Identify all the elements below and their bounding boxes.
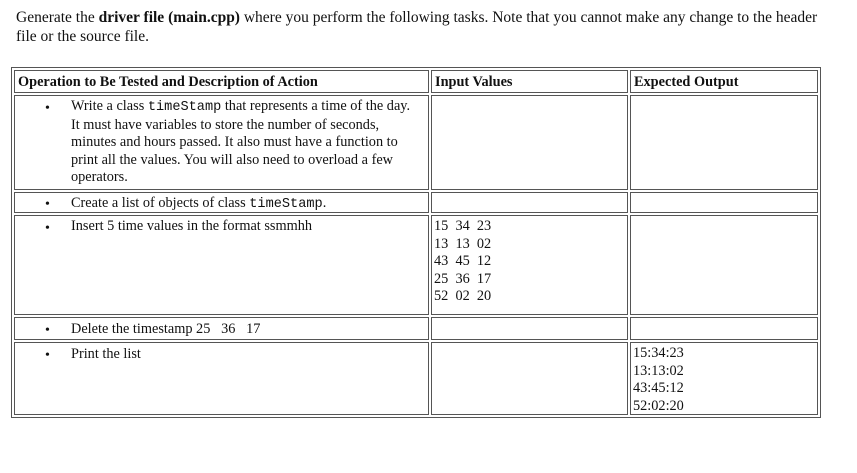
output-value-line: 15:34:23: [633, 345, 684, 361]
row-1-output: [630, 95, 818, 190]
row-2-output: [630, 192, 818, 213]
bullet: •: [45, 101, 50, 116]
bullet: •: [45, 348, 50, 363]
output-value-line: 43:45:12: [633, 380, 684, 396]
row-5-expected-output: [630, 342, 818, 415]
intro-text-end: where you perform the following tasks. Note that you cannot make any change to the header file or the source file.: [16, 9, 818, 45]
row-2-operation: [14, 192, 429, 213]
row-1-input: [431, 95, 628, 190]
bullet: •: [45, 323, 50, 338]
input-value-line: 43 45 12: [434, 253, 492, 269]
row-5-description: Print the list: [71, 346, 141, 362]
row-3-operation: [14, 215, 429, 315]
row-1-text-end: that represents a time of the day. It must have variables to store the number of seconds, minutes and hours passed. It also must have a function to print all the values. You will also need to overload a few operators.: [71, 98, 411, 185]
intro-paragraph: [16, 8, 841, 46]
output-value-line: 13:13:02: [633, 362, 684, 379]
row-3-output: [630, 215, 818, 315]
row-4-description: Delete the timestamp 25 36 17: [71, 321, 261, 337]
row-2-text-end: .: [322, 195, 327, 211]
intro-text-start: Generate the: [16, 9, 99, 26]
row-2-input: [431, 192, 628, 213]
row-5-input: [431, 342, 628, 415]
input-value-line: 13 13 02: [434, 235, 492, 252]
row-1-operation: [14, 95, 429, 190]
input-value-line: 25 36 17: [434, 270, 492, 287]
row-4-operation: [14, 317, 429, 340]
class-name-code: timeStamp: [249, 197, 323, 212]
row-2-description: [71, 195, 420, 213]
intro-bold-filename: driver file (main.cpp): [98, 9, 240, 26]
row-1-description: [71, 98, 420, 187]
class-name-code: timeStamp: [147, 100, 222, 115]
bullet: •: [45, 221, 50, 236]
input-value-line: 15 34 23: [434, 218, 492, 234]
header-expected-output: Expected Output: [630, 70, 818, 93]
header-input-values: Input Values: [431, 70, 628, 93]
row-1-text-start: Write a class: [71, 98, 148, 114]
row-4-output: [630, 317, 818, 340]
header-operation: Operation to Be Tested and Description of Action: [14, 70, 429, 93]
row-5-operation: [14, 342, 429, 415]
row-3-description: Insert 5 time values in the format ssmmhh: [71, 218, 313, 234]
test-plan-table: [11, 67, 821, 418]
row-4-input: [431, 317, 628, 340]
bullet: •: [45, 197, 50, 212]
output-value-line: 52:02:20: [633, 397, 684, 414]
row-3-input-values: [431, 215, 628, 315]
row-2-text-start: Create a list of objects of class: [71, 195, 250, 211]
input-value-line: 52 02 20: [434, 288, 492, 304]
